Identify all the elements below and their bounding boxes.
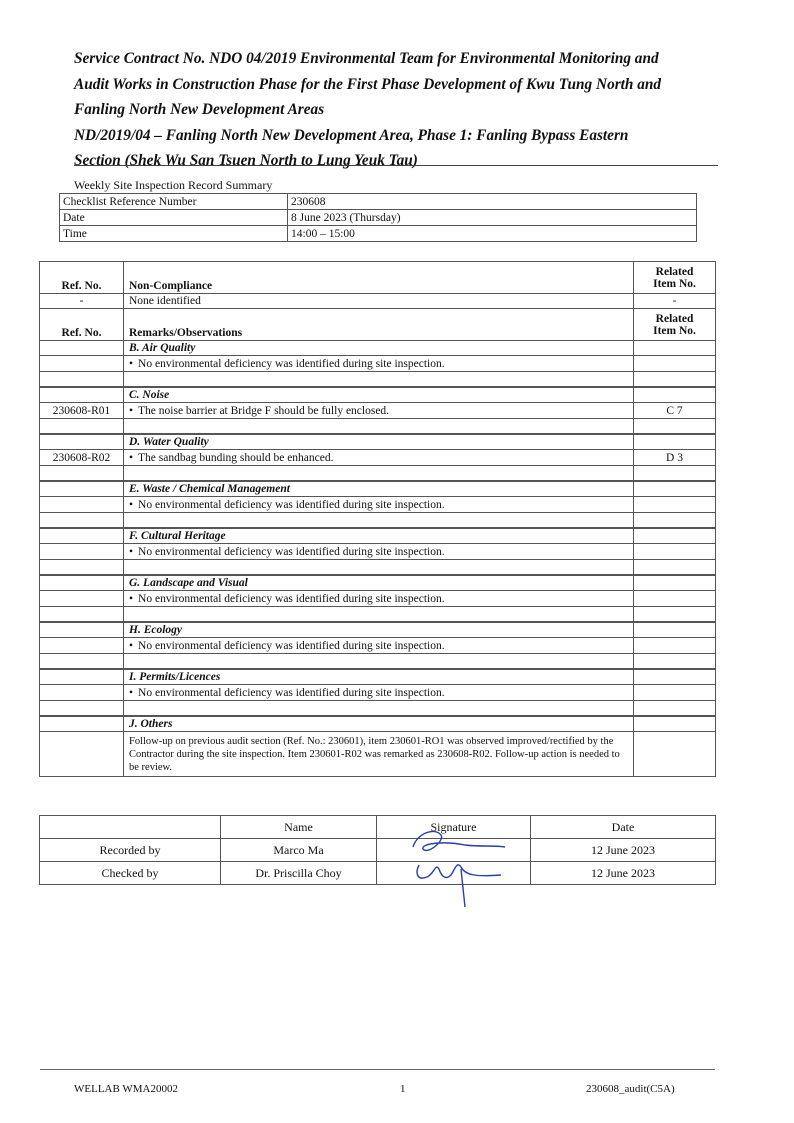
table-header-row <box>40 262 716 294</box>
spacer-row <box>40 372 716 387</box>
section-title: H. Ecology <box>124 623 634 638</box>
table-row <box>40 450 716 466</box>
table-row <box>60 210 697 226</box>
item-cell <box>634 685 716 701</box>
ref-cell <box>40 591 124 607</box>
section-title: F. Cultural Heritage <box>124 529 634 544</box>
ref-cell: 230608-R02 <box>40 450 124 466</box>
table-row <box>40 839 716 862</box>
table-row <box>40 544 716 560</box>
footer-right: 230608_audit(C5A) <box>586 1083 675 1095</box>
role-cell: Recorded by <box>40 839 221 862</box>
item-cell <box>634 544 716 560</box>
item-cell <box>634 356 716 372</box>
item-header-line: Item No. <box>653 277 696 290</box>
table-row <box>60 194 697 210</box>
table-row <box>60 226 697 242</box>
section-title-row <box>40 482 716 497</box>
document-header <box>74 46 724 174</box>
section-title: C. Noise <box>124 388 634 403</box>
item-cell <box>634 638 716 654</box>
header-line: Section (Shek Wu San Tsuen North to Lung Yeuk Tau) <box>74 152 418 169</box>
spacer-row <box>40 560 716 575</box>
item-cell <box>634 497 716 513</box>
summary-label: Time <box>60 226 288 242</box>
ref-header: Ref. No. <box>40 262 124 294</box>
date-cell: 12 June 2023 <box>531 839 716 862</box>
noncompliance-header: Non-Compliance <box>124 262 634 294</box>
ref-cell <box>40 638 124 654</box>
item-header <box>634 262 716 294</box>
table-row <box>40 685 716 701</box>
remarks-header: Remarks/Observations <box>124 309 634 341</box>
observation-text: • No environmental deficiency was identified during site inspection. <box>124 638 634 654</box>
summary-table <box>59 193 697 242</box>
table-row <box>40 356 716 372</box>
item-header-line: Related <box>655 265 694 278</box>
summary-value: 230608 <box>288 194 697 210</box>
header-line: ND/2019/04 – Fanling North New Development Area, Phase 1: Fanling Bypass Eastern <box>74 126 629 144</box>
others-text: Follow-up on previous audit section (Ref. No.: 230601), item 230601-RO1 was observed improved/rectified by the Contractor during the site inspection. Item 230601-R02 was remarked as 230608-R02. Follow-up action is needed to be review. <box>124 732 634 777</box>
footer-divider <box>40 1069 715 1070</box>
date-header: Date <box>531 816 716 839</box>
spacer-row <box>40 419 716 434</box>
ref-cell <box>40 356 124 372</box>
table-header-row <box>40 309 716 341</box>
item-cell: C 7 <box>634 403 716 419</box>
handwritten-signature <box>405 825 525 910</box>
observation-text: • The sandbag bunding should be enhanced. <box>124 450 634 466</box>
section-title-row <box>40 670 716 685</box>
header-line: Fanling North New Development Areas <box>74 101 325 118</box>
item-header <box>634 309 716 341</box>
table-row <box>40 403 716 419</box>
table-row <box>40 497 716 513</box>
table-row <box>40 294 716 309</box>
item-header-line: Related <box>655 312 694 325</box>
section-title-row <box>40 388 716 403</box>
observations-table <box>39 261 716 777</box>
signature-stroke <box>461 869 465 907</box>
section-title: I. Permits/Licences <box>124 670 634 685</box>
signature-stroke <box>413 831 505 850</box>
observation-text: • No environmental deficiency was identified during site inspection. <box>124 356 634 372</box>
footer-left: WELLAB WMA20002 <box>74 1083 178 1095</box>
signature-header: Signature <box>377 816 531 839</box>
section-title: E. Waste / Chemical Management <box>124 482 634 497</box>
section-title: B. Air Quality <box>124 341 634 356</box>
summary-value: 14:00 – 15:00 <box>288 226 697 242</box>
role-cell: Checked by <box>40 862 221 885</box>
others-row <box>40 732 716 777</box>
item-cell: - <box>634 294 716 309</box>
section-title-row <box>40 435 716 450</box>
table-row <box>40 591 716 607</box>
signoff-table <box>39 815 716 885</box>
date-cell: 12 June 2023 <box>531 862 716 885</box>
section-title-row <box>40 623 716 638</box>
header-divider <box>74 165 718 166</box>
ref-header: Ref. No. <box>40 309 124 341</box>
section-title-row <box>40 529 716 544</box>
summary-label: Date <box>60 210 288 226</box>
section-title: G. Landscape and Visual <box>124 576 634 591</box>
spacer-row <box>40 701 716 716</box>
summary-title: Weekly Site Inspection Record Summary <box>74 178 273 192</box>
header-line: Audit Works in Construction Phase for the First Phase Development of Kwu Tung North and <box>74 75 662 93</box>
section-title: D. Water Quality <box>124 435 634 450</box>
observation-text: • No environmental deficiency was identified during site inspection. <box>124 591 634 607</box>
item-cell: D 3 <box>634 450 716 466</box>
desc-cell: None identified <box>124 294 634 309</box>
item-cell <box>634 591 716 607</box>
ref-cell <box>40 685 124 701</box>
observation-text: • The noise barrier at Bridge F should be fully enclosed. <box>124 403 634 419</box>
spacer-row <box>40 607 716 622</box>
observation-text: • No environmental deficiency was identified during site inspection. <box>124 685 634 701</box>
name-header: Name <box>221 816 377 839</box>
section-title-row <box>40 576 716 591</box>
summary-value: 8 June 2023 (Thursday) <box>288 210 697 226</box>
ref-cell <box>40 497 124 513</box>
section-title-row <box>40 341 716 356</box>
ref-cell: 230608-R01 <box>40 403 124 419</box>
section-title: J. Others <box>124 717 634 732</box>
spacer-row <box>40 513 716 528</box>
name-cell: Marco Ma <box>221 839 377 862</box>
page-number: 1 <box>400 1083 406 1095</box>
header-line: Service Contract No. NDO 04/2019 Environmental Team for Environmental Monitoring and <box>74 50 659 67</box>
section-title-row <box>40 717 716 732</box>
ref-cell <box>40 544 124 560</box>
observation-text: • No environmental deficiency was identified during site inspection. <box>124 497 634 513</box>
ref-cell: - <box>40 294 124 309</box>
signature-stroke <box>417 865 501 878</box>
item-header-line: Item No. <box>653 324 696 337</box>
observation-text: • No environmental deficiency was identified during site inspection. <box>124 544 634 560</box>
spacer-row <box>40 654 716 669</box>
summary-label: Checklist Reference Number <box>60 194 288 210</box>
name-cell: Dr. Priscilla Choy <box>221 862 377 885</box>
table-row <box>40 638 716 654</box>
table-header-row <box>40 816 716 839</box>
table-row <box>40 862 716 885</box>
spacer-row <box>40 466 716 481</box>
